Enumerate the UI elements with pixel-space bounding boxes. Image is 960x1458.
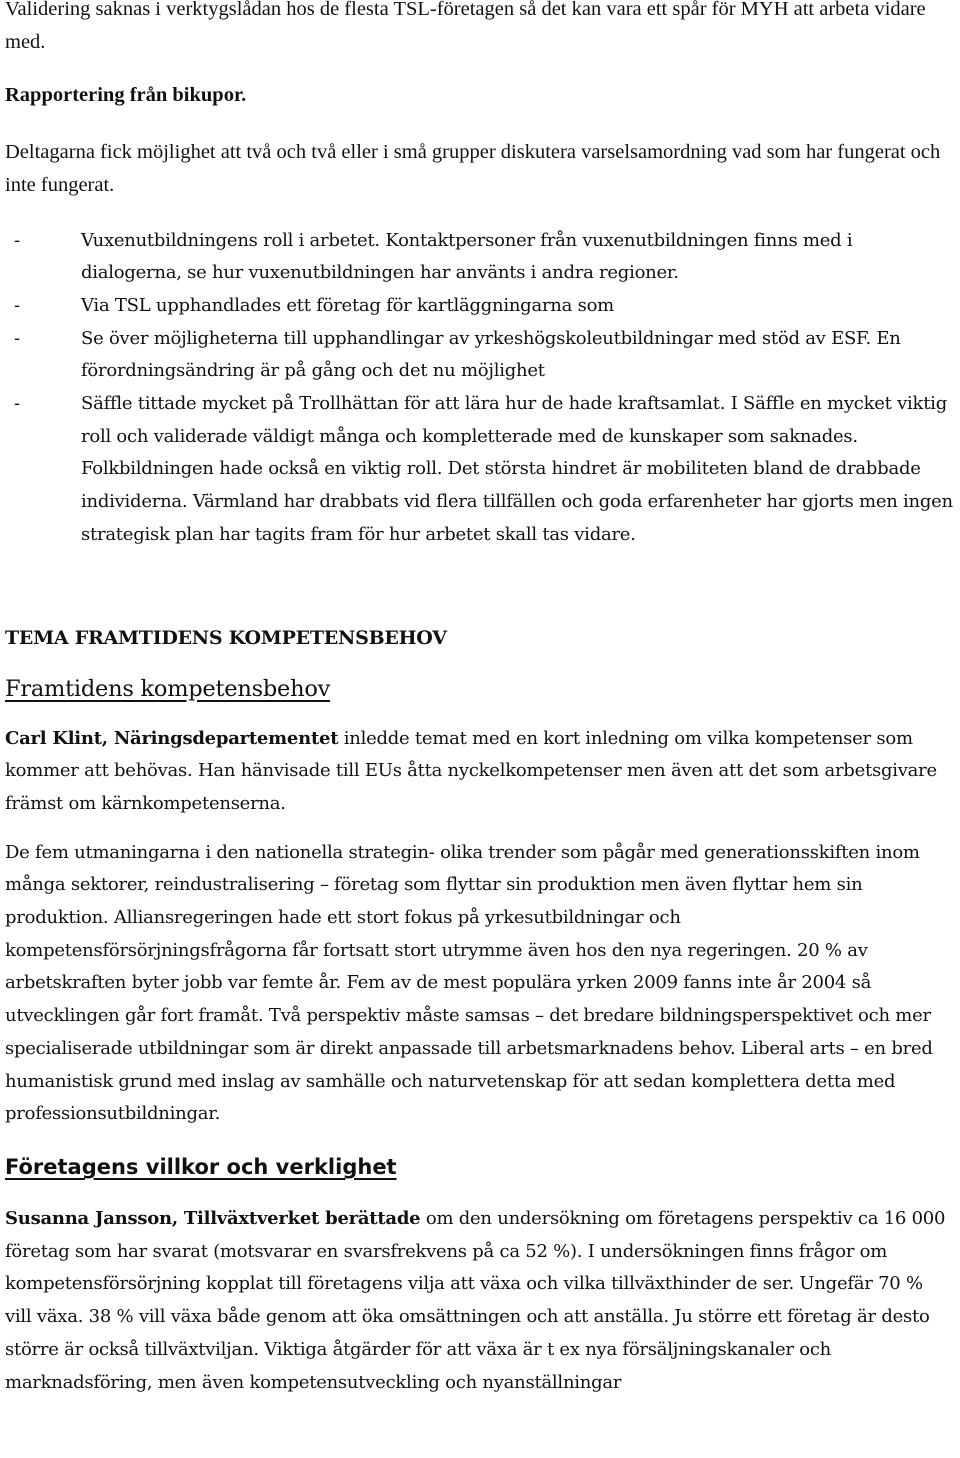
paragraph-text: inledde temat med en kort inledning om vilka kompetenser som kommer att behövas. Han hänvisade till EUs åtta nyckelkompetenser men även att det som arbetsgivare främst om kärnkompetenserna. <box>5 727 937 814</box>
document-page <box>5 0 953 1399</box>
tema-heading: TEMA FRAMTIDENS KOMPETENSBEHOV <box>5 626 447 649</box>
bikupor-heading: Rapportering från bikupor. <box>5 84 247 107</box>
dash-marker: - <box>14 294 20 316</box>
dash-list-item <box>5 290 953 323</box>
dash-marker: - <box>14 327 20 349</box>
dash-list-item <box>5 323 953 388</box>
list-item-text: Säffle tittade mycket på Trollhättan för att lära hur de hade kraftsamlat. I Säffle en mycket viktig roll och validerade väldigt många och kompletterade med de kunskaper som saknades. Folkbildningen hade också en viktig roll. Det största hindret är mobiliteten bland de drabbade individerna. Värmland har drabbats vid flera tillfällen och goda erfarenheter har gjorts men ingen strategisk plan har tagits fram för hur arbetet skall tas vidare. <box>81 393 953 545</box>
speaker-name: Susanna Jansson, Tillväxtverket berättade <box>5 1207 421 1229</box>
framtidens-paragraph-1 <box>5 723 953 821</box>
bikupor-dash-list <box>5 225 953 552</box>
foretagens-title: Företagens villkor och verklighet <box>5 1154 397 1179</box>
list-item-text: Se över möjligheterna till upphandlingar av yrkeshögskoleutbildningar med stöd av ESF. En förordningsändring är på gång och det nu möjlighet <box>81 327 901 382</box>
framtidens-paragraph-2: De fem utmaningarna i den nationella strategin- olika trender som pågår med generationsskiften inom många sektorer, reindustralisering – företag som flyttar sin produktion men även flyttar hem sin produktion. Alliansregeringen hade ett stort fokus på yrkesutbildningar och kompetensförsörjningsfrågorna får fortsatt stort utrymme även hos den nya regeringen. 20 % av arbetskraften byter jobb var femte år. Fem av de mest populära yrken 2009 fanns inte år 2004 så utvecklingen går fort framåt. Två perspektiv måste samsas – det bredare bildningsperspektivet och mer specialiserade utbildningar som är direkt anpassade till arbetsmarknadens behov. Liberal arts – en bred humanistisk grund med inslag av samhälle och naturvetenskap för att sedan komplettera detta med professionsutbildningar. <box>5 841 933 1125</box>
section-spacer <box>5 552 953 627</box>
framtidens-title: Framtidens kompetensbehov <box>5 675 331 702</box>
list-item-text: Via TSL upphandlades ett företag för kartläggningarna som <box>81 294 614 316</box>
list-item-text: Kontaktpersoner från vuxenutbildningen finns med i dialogerna, se hur vuxenutbildningen har använts i andra regioner. <box>81 229 853 284</box>
foretagens-paragraph-1 <box>5 1203 953 1399</box>
speaker-name: Carl Klint, Näringsdepartementet <box>5 727 339 749</box>
list-item-lead: Vuxenutbildningens roll i arbetet. <box>81 229 380 251</box>
dash-marker: - <box>14 229 20 251</box>
paragraph-text: om den undersökning om företagens perspektiv ca 16 000 företag som har svarat (motsvarar en svarsfrekvens på ca 52 %). I undersökningen finns frågor om kompetensförsörjning kopplat till företagens vilja att växa och vilka tillväxthinder de ser. Ungefär 70 % vill växa. 38 % vill växa både genom att öka omsättningen och att anställa. Ju större ett företag är desto större är också tillväxtviljan. Viktiga åtgärder för att växa är t ex nya försäljningskanaler och marknadsföring, men även kompetensutveckling och nyanställningar <box>5 1207 946 1393</box>
validering-paragraph: Validering saknas i verktygslådan hos de flesta TSL-företagen så det kan vara ett spår för MYH att arbeta vidare med. <box>5 0 926 53</box>
dash-list-item <box>5 225 953 290</box>
bikupor-intro-paragraph: Deltagarna fick möjlighet att två och två eller i små grupper diskutera varselsamordning vad som har fungerat och inte fungerat. <box>5 141 941 196</box>
dash-marker: - <box>14 393 20 415</box>
dash-list-item <box>5 388 953 552</box>
